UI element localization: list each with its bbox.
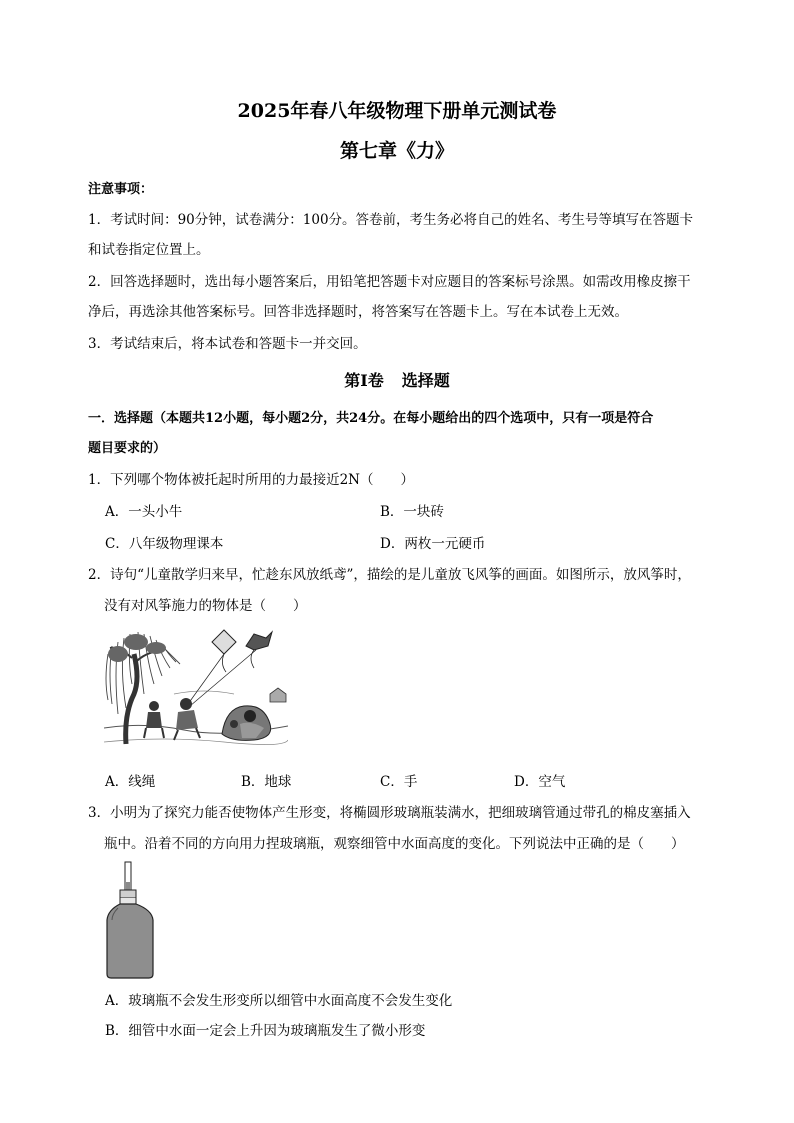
question-1-option-a: A．一头小牛 [105, 504, 183, 520]
question-2-option-c: C．手 [380, 774, 418, 790]
notice-heading: 注意事项： [88, 182, 154, 197]
question-2-stem-1: 2．诗句“儿童散学归来早，忙趁东风放纸鸢”，描绘的是儿童放飞风筝的画面。如图所示，放风筝时， [88, 567, 691, 583]
question-2-option-d: D．空气 [514, 774, 566, 790]
question-2-stem-2: 没有对风筝施力的物体是（ ） [104, 598, 307, 614]
question-3-stem-1: 3．小明为了探究力能否使物体产生形变，将椭圆形玻璃瓶装满水，把细玻璃管通过带孔的棉皮塞插入 [88, 805, 691, 821]
section-title [0, 368, 794, 391]
section-instructions-2: 题目要求的） [88, 441, 167, 456]
question-1-option-d: D．两枚一元硬币 [380, 536, 486, 552]
chapter-title: 第七章《力》 [339, 140, 454, 162]
section-instructions-1: 一．选择题（本题共12小题，每小题2分，共24分。在每小题给出的四个选项中，只有一项是符合 [88, 411, 654, 426]
notice-line-5: 3．考试结束后，将本试卷和答题卡一并交回。 [88, 336, 367, 352]
exam-title: 2025年春八年级物理下册单元测试卷 [237, 100, 557, 122]
question-3-option-b: B．细管中水面一定会上升因为玻璃瓶发生了微小形变 [105, 1023, 426, 1039]
section-title-part1: 第Ⅰ卷 [344, 371, 384, 390]
section-title-part2: 选择题 [401, 371, 450, 390]
kite-flying-illustration [104, 624, 288, 752]
question-2-option-b: B．地球 [241, 774, 292, 790]
question-3-stem-2: 瓶中。沿着不同的方向用力捏玻璃瓶，观察细管中水面高度的变化。下列说法中正确的是（ ） [104, 836, 685, 852]
question-2-option-a: A．线绳 [105, 774, 156, 790]
question-1-stem: 1．下列哪个物体被托起时所用的力最接近2N（ ） [88, 472, 414, 488]
notice-line-3: 2．回答选择题时，选出每小题答案后，用铅笔把答题卡对应题目的答案标号涂黑。如需改用橡皮擦干 [88, 274, 691, 290]
question-3-option-a: A．玻璃瓶不会发生形变所以细管中水面高度不会发生变化 [105, 993, 453, 1009]
question-1-option-c: C．八年级物理课本 [105, 536, 224, 552]
glass-bottle-illustration [104, 860, 158, 980]
notice-line-2: 和试卷指定位置上。 [88, 242, 210, 258]
notice-line-1: 1．考试时间：90分钟，试卷满分：100分。答卷前，考生务必将自己的姓名、考生号等填写在答题卡 [88, 212, 694, 228]
question-1-option-b: B．一块砖 [380, 504, 444, 520]
notice-line-4: 净后，再选涂其他答案标号。回答非选择题时，将答案写在答题卡上。写在本试卷上无效。 [88, 304, 628, 320]
